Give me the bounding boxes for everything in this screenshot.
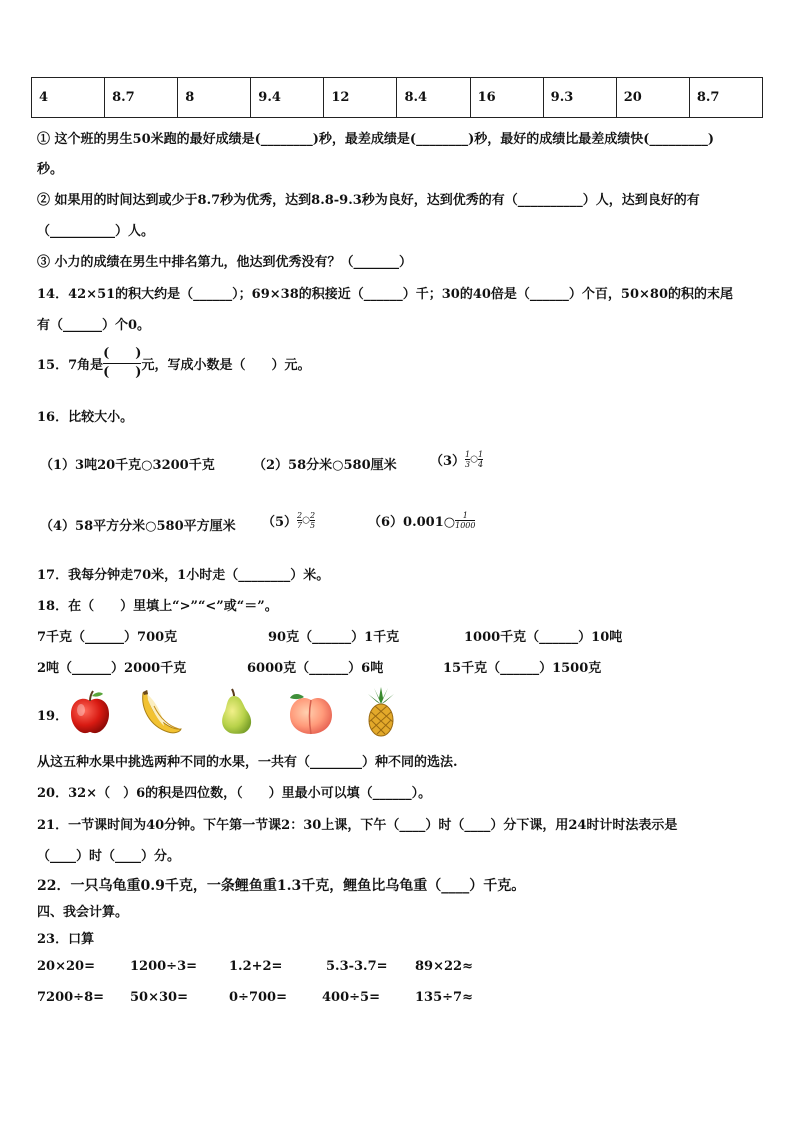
q17: 17．我每分钟走70米，1小时走（________）米。 <box>37 568 330 583</box>
q15-denominator: ( ) <box>103 365 142 380</box>
q19-text: 从这五种水果中挑选两种不同的水果，一共有（________）种不同的选法. <box>37 755 458 770</box>
q18-r1-c2: 90克（______）1千克 <box>268 630 400 645</box>
q21-line1: 21．一节课时间为40分钟。下午第一节课2：30上课，下午（____）时（____）分下课，用24时计时法表示是 <box>37 818 678 833</box>
table-cell: 8.7 <box>689 78 762 118</box>
q16-item3 <box>430 450 483 469</box>
q13-part2-cont: （__________）人。 <box>37 224 155 239</box>
pear-icon <box>212 688 260 736</box>
table-row <box>32 78 763 118</box>
q18-r1-c3: 1000千克（______）10吨 <box>464 630 623 645</box>
pineapple-icon <box>360 686 402 738</box>
fraction-1-3: $\frac{1}{3}$ <box>465 450 471 469</box>
table-cell: 8.4 <box>397 78 470 118</box>
q18-r2-c2: 6000克（______）6吨 <box>247 661 384 676</box>
q18-r2-c3: 15千克（______）1500克 <box>443 661 602 676</box>
q16-item4: （4）58平方分米○580平方厘米 <box>40 519 236 534</box>
table-cell: 8.7 <box>105 78 178 118</box>
q13-part1-cont: 秒。 <box>37 162 64 177</box>
calc-item: 50×30= <box>130 990 188 1005</box>
calc-item: 0÷700= <box>229 990 287 1005</box>
q15 <box>37 346 310 381</box>
calc-item: 400÷5= <box>322 990 380 1005</box>
table-cell: 12 <box>324 78 397 118</box>
calc-item: 7200÷8= <box>37 990 105 1005</box>
q16-item2: （2）58分米○580厘米 <box>253 458 397 473</box>
q16-item5-label: （5） <box>262 515 298 530</box>
compare-circle: ○ <box>302 515 310 526</box>
q13-part1: ① 这个班的男生50米跑的最好成绩是(________)秒，最差成绩是(________)秒，最好的成绩比最差成绩快(_________) <box>37 132 715 147</box>
q23-title: 23．口算 <box>37 932 95 947</box>
table-cell: 9.3 <box>543 78 616 118</box>
fraction-1-4: $\frac{1}{4}$ <box>478 450 484 469</box>
q21-line2: （____）时（____）分。 <box>37 849 181 864</box>
calc-item: 1200÷3= <box>130 959 198 974</box>
peach-icon <box>286 688 336 736</box>
q15-prefix: 15．7角是 <box>37 358 104 373</box>
fraction-2-5: $\frac{2}{5}$ <box>310 511 316 530</box>
q18-r1-c1: 7千克（______）700克 <box>37 630 178 645</box>
q15-numerator: ( ) <box>103 346 142 361</box>
q16-item6-label: （6）0.001○ <box>368 515 456 530</box>
q16-title: 16．比较大小。 <box>37 410 134 425</box>
q15-fraction <box>103 346 141 381</box>
q16-item5 <box>262 511 315 530</box>
q16-item1: （1）3吨20千克○3200千克 <box>40 458 215 473</box>
q18-title: 18．在（ ）里填上“>”“<”或“＝”。 <box>37 599 278 614</box>
calc-item: 135÷7≈ <box>415 990 473 1005</box>
banana-icon <box>134 688 184 736</box>
q13-part2: ② 如果用的时间达到或少于8.7秒为优秀，达到8.8-9.3秒为良好，达到优秀的有（__________）人，达到良好的有 <box>37 193 700 208</box>
data-table <box>31 77 763 118</box>
compare-circle: ○ <box>470 454 478 465</box>
q16-item6 <box>368 511 475 530</box>
calc-item: 20×20= <box>37 959 95 974</box>
fraction-2-7: $\frac{2}{7}$ <box>297 511 303 530</box>
calc-item: 5.3-3.7= <box>326 959 388 974</box>
q13-part3: ③ 小力的成绩在男生中排名第九，他达到优秀没有？（_______） <box>37 255 413 270</box>
q19-number: 19． <box>37 709 69 724</box>
calc-item: 1.2+2= <box>229 959 283 974</box>
q15-suffix: 元，写成小数是（ ）元。 <box>141 358 311 373</box>
fraction-1-1000: $\frac{1}{1000}$ <box>455 511 476 530</box>
q16-item3-label: （3） <box>430 454 466 469</box>
section-heading: 四、我会计算。 <box>37 905 129 920</box>
q20: 20．32×（ ）6的积是四位数，（ ）里最小可以填（______）。 <box>37 786 432 801</box>
table-cell: 8 <box>178 78 251 118</box>
q18-r2-c1: 2吨（______）2000千克 <box>37 661 187 676</box>
calc-item: 89×22≈ <box>415 959 473 974</box>
q14-line1: 14．42×51的积大约是（______）；69×38的积接近（______）千；30的40倍是（______）个百，50×80的积的末尾 <box>37 287 733 302</box>
q22: 22．一只乌龟重0.9千克，一条鲤鱼重1.3千克，鲤鱼比乌龟重（____）千克。 <box>37 878 526 894</box>
q14-line2: 有（______）个0。 <box>37 318 151 333</box>
apple-icon <box>66 688 114 736</box>
table-cell: 20 <box>616 78 689 118</box>
table-cell: 16 <box>470 78 543 118</box>
table-cell: 9.4 <box>251 78 324 118</box>
table-cell: 4 <box>32 78 105 118</box>
